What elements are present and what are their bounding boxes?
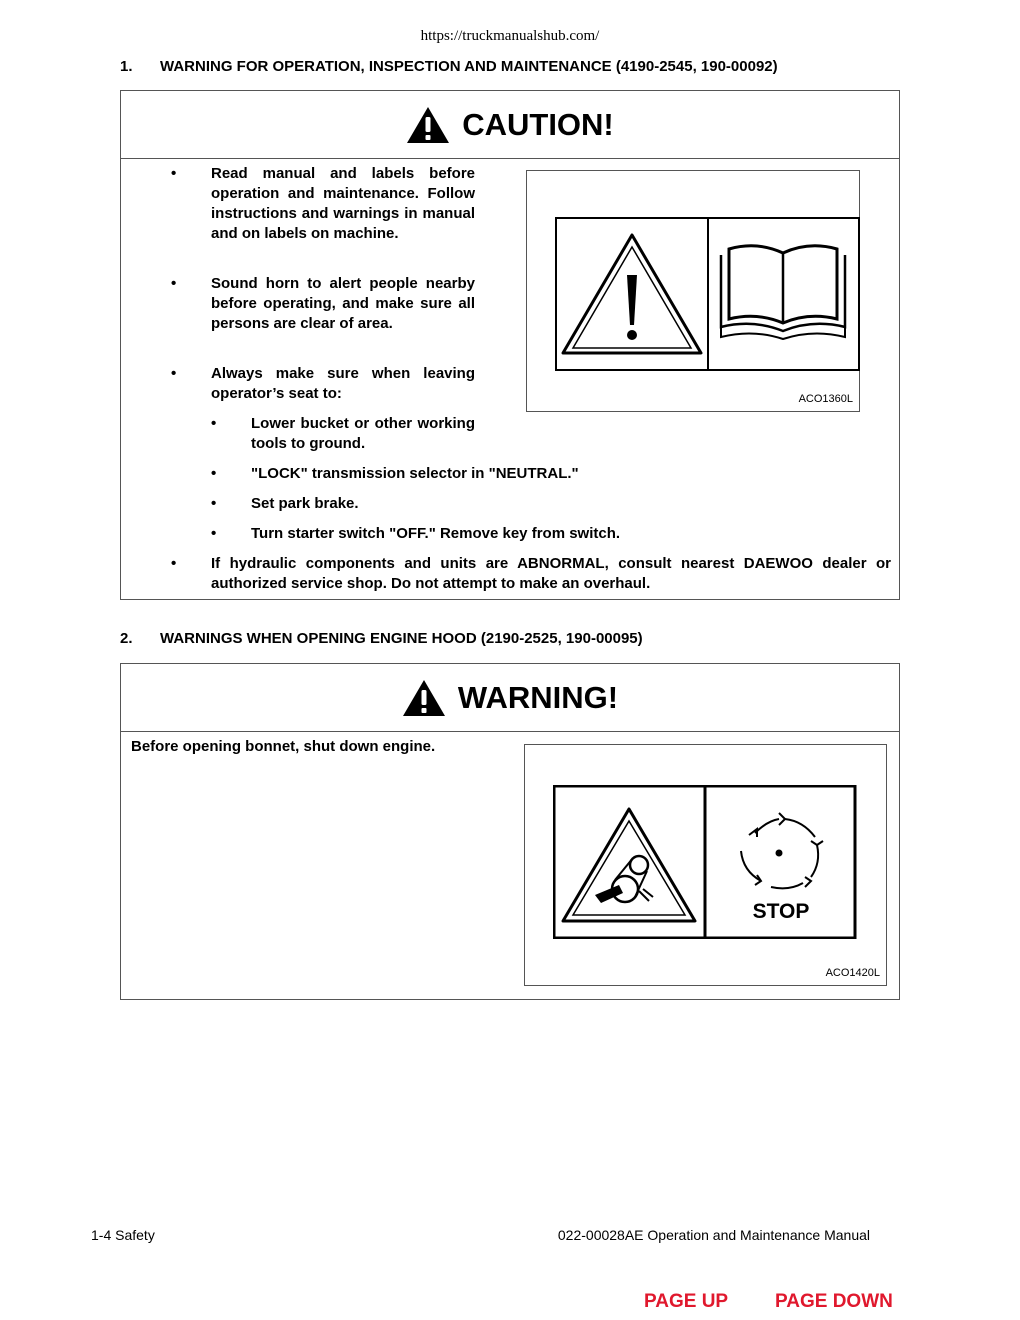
sub-list-item: • Set park brake. <box>211 495 359 512</box>
warning-figure <box>524 744 887 986</box>
section-2-title-text: WARNINGS WHEN OPENING ENGINE HOOD (2190-2525, 190-00095) <box>160 630 643 647</box>
list-item: • Sound horn to alert people nearby before operating, and make sure all persons are clear of area. <box>171 275 475 332</box>
section-1-title <box>120 58 778 75</box>
read-manual-label-image <box>555 217 861 372</box>
caution-heading: CAUTION! <box>462 106 614 142</box>
list-item: • If hydraulic components and units are ABNORMAL, consult nearest DAEWOO dealer or authorized service shop. Do not attempt to make an overhaul. <box>171 555 891 592</box>
caution-header <box>121 91 899 159</box>
figure-code: ACO1360L <box>798 393 853 405</box>
figure-code: ACO1420L <box>825 967 880 979</box>
caution-figure <box>526 170 860 412</box>
sub-list-item: • "LOCK" transmission selector in "NEUTRAL." <box>211 465 579 482</box>
caution-box <box>120 90 900 600</box>
warning-heading: WARNING! <box>457 679 619 715</box>
page-down-link[interactable]: PAGE DOWN <box>775 1291 893 1312</box>
page-up-link[interactable]: PAGE UP <box>644 1291 729 1312</box>
source-url[interactable]: https://truckmanualshub.com/ <box>420 28 600 44</box>
list-item: • Always make sure when leaving operator’s seat to: <box>171 365 475 402</box>
warning-box <box>120 663 900 1000</box>
warning-text: Before opening bonnet, shut down engine. <box>131 738 436 755</box>
section-2-title <box>120 630 643 647</box>
stop-label: STOP <box>752 900 810 923</box>
warning-triangle-icon <box>402 679 446 717</box>
rotating-parts-label-image <box>553 785 857 939</box>
section-2-number: 2. <box>120 630 133 647</box>
list-item: • Read manual and labels before operation and maintenance. Follow instructions and warnings in manual and on labels on machine. <box>171 165 475 242</box>
footer-right: 022-00028AE Operation and Maintenance Manual <box>557 1227 870 1243</box>
warning-header <box>121 664 899 732</box>
sub-list-item: • Lower bucket or other working tools to ground. <box>211 415 475 452</box>
sub-list-item: • Turn starter switch "OFF." Remove key from switch. <box>211 525 621 542</box>
warning-triangle-icon <box>406 106 450 144</box>
section-1-title-text: WARNING FOR OPERATION, INSPECTION AND MAINTENANCE (4190-2545, 190-00092) <box>160 58 778 75</box>
footer-left: 1-4 Safety <box>91 1227 155 1243</box>
section-1-number: 1. <box>120 58 133 75</box>
